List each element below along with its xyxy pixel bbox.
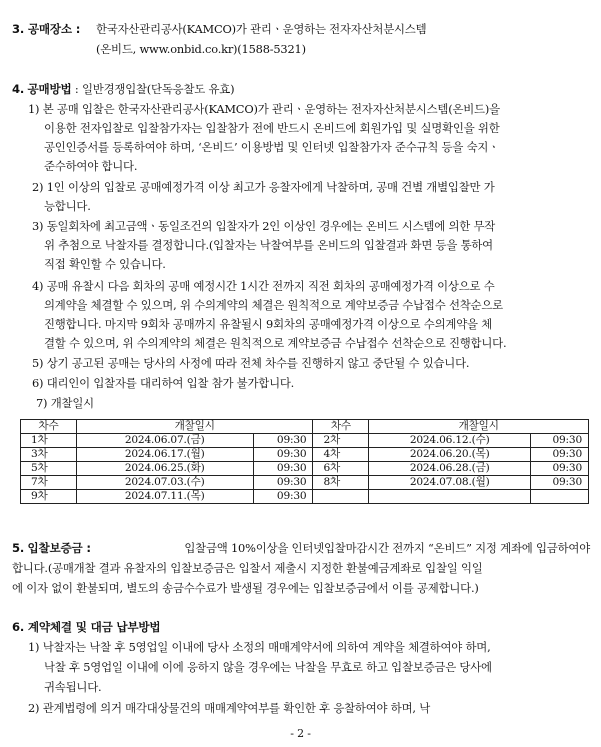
date-cell: 2024.06.28.(금): [369, 462, 531, 476]
section-6-number: 6.: [12, 620, 25, 634]
item-4-line-3: 진행합니다. 마지막 9회차 공매까지 유찰될시 9회차의 공매예정가격 이상으로 수의계약을 체: [44, 317, 493, 331]
section-5-line-2: 합니다.(공매개찰 결과 유찰자의 입찰보증금은 입찰서 제출시 지정한 환불예금계좌로 입찰일 익일: [12, 561, 483, 575]
date-cell: 2024.07.03.(수): [76, 476, 253, 490]
sec6-item-1-line-3: 귀속됩니다.: [44, 680, 102, 694]
item-4-line-2: 의계약을 체결할 수 있으며, 위 수의계약의 체결은 원칙적으로 계약보증금 수납접수 선착순으로: [44, 298, 503, 312]
date-cell: 2024.06.25.(화): [76, 462, 253, 476]
item-1-line-2: 이용한 전자입찰로 입찰참가자는 입찰참가 전에 반드시 온비드에 회원가입 및 실명확인을 위한: [44, 121, 500, 135]
sec6-item-1-line-2: 낙찰 후 5영업일 이내에 이에 응하지 않을 경우에는 낙찰을 무효로 하고 입찰보증금은 당사에: [44, 660, 492, 674]
round-cell: 8차: [313, 476, 369, 490]
item-1-line-3: 공인인증서를 등록하여야 하며, ‘온비드’ 이용방법 및 인터넷 입찰참가자 준수규칙 등을 숙지ㆍ: [44, 140, 499, 154]
section-3-title: 공매장소 :: [27, 22, 81, 36]
header-round-left: 차수: [21, 420, 77, 434]
page-number: - 2 -: [290, 727, 311, 740]
time-cell: 09:30: [253, 462, 313, 476]
date-cell: [369, 490, 531, 504]
date-cell: 2024.07.08.(월): [369, 476, 531, 490]
time-cell: 09:30: [253, 448, 313, 462]
section-3-number: 3.: [12, 22, 25, 36]
header-round-right: 차수: [313, 420, 369, 434]
section-4-heading: [12, 82, 234, 97]
date-cell: 2024.06.12.(수): [369, 434, 531, 448]
sec6-item-1-line-1: 1) 낙찰자는 낙찰 후 5영업일 이내에 당사 소정의 매매계약서에 의하여 계약을 체결하여야 하며,: [28, 640, 491, 654]
table-row: [21, 448, 589, 462]
table-row: [21, 476, 589, 490]
time-cell: 09:30: [531, 448, 589, 462]
time-cell: 09:30: [253, 434, 313, 448]
section-4-method: : 일반경쟁입찰(단독응찰도 유효): [74, 82, 235, 96]
section-6-heading: [12, 620, 160, 635]
item-1-line-1: 1) 본 공매 입찰은 한국자산관리공사(KAMCO)가 관리ㆍ운영하는 전자자산처분시스템(온비드)을: [28, 102, 500, 116]
opening-schedule-table: [20, 419, 589, 504]
section-5-number: 5.: [12, 541, 25, 555]
round-cell: 1차: [21, 434, 77, 448]
round-cell: 2차: [313, 434, 369, 448]
section-3-line-1: 한국자산관리공사(KAMCO)가 관리ㆍ운영하는 전자자산처분시스템: [96, 22, 427, 36]
section-6-title: 계약체결 및 대금 납부방법: [27, 620, 161, 634]
item-3-line-2: 위 추첨으로 낙찰자를 결정합니다.(입찰자는 낙찰여부를 온비드의 입찰결과 화면 등을 통하여: [44, 238, 493, 252]
section-5-line-1: [12, 541, 590, 556]
date-cell: 2024.07.11.(목): [76, 490, 253, 504]
item-2-line-2: 능합니다.: [44, 199, 91, 213]
item-5-line-1: 5) 상기 공고된 공매는 당사의 사정에 따라 전체 차수를 진행하지 않고 중단될 수 있습니다.: [32, 356, 470, 370]
section-5-title: 입찰보증금 :: [27, 541, 91, 555]
item-3-line-3: 직접 확인할 수 있습니다.: [44, 257, 166, 271]
round-cell: 9차: [21, 490, 77, 504]
header-datetime-right: 개찰일시: [369, 420, 589, 434]
time-cell: 09:30: [531, 434, 589, 448]
date-cell: 2024.06.20.(목): [369, 448, 531, 462]
time-cell: [531, 490, 589, 504]
section-3-heading: [12, 22, 80, 37]
date-cell: 2024.06.17.(월): [76, 448, 253, 462]
item-1-line-4: 준수하여야 합니다.: [44, 159, 138, 173]
round-cell: 6차: [313, 462, 369, 476]
section-5-text-1: 입찰금액 10%이상을 인터넷입찰마감시간 전까지 “온비드” 지정 계좌에 입금하여야: [184, 541, 590, 555]
round-cell: 7차: [21, 476, 77, 490]
item-2-line-1: 2) 1인 이상의 입찰로 공매예정가격 이상 최고가 응찰자에게 낙찰하며, 공매 건별 개별입찰만 가: [32, 180, 495, 194]
header-datetime-left: 개찰일시: [76, 420, 313, 434]
section-4-title: 공매방법: [27, 82, 72, 96]
round-cell: [313, 490, 369, 504]
item-7-line-1: 7) 개찰일시: [36, 396, 94, 410]
section-4-number: 4.: [12, 82, 25, 96]
section-3-line-2: (온비드, www.onbid.co.kr)(1588-5321): [96, 42, 306, 56]
table-row: [21, 434, 589, 448]
time-cell: 09:30: [531, 476, 589, 490]
item-6-line-1: 6) 대리인이 입찰자를 대리하여 입찰 참가 불가합니다.: [32, 376, 295, 390]
table-row: [21, 462, 589, 476]
time-cell: 09:30: [253, 476, 313, 490]
time-cell: 09:30: [253, 490, 313, 504]
item-4-line-4: 결할 수 있으며, 위 수의계약의 체결은 원칙적으로 계약보증금 수납접수 선착순으로 진행합니다.: [44, 336, 507, 350]
section-5-line-3: 에 이자 없이 환불되며, 별도의 송금수수료가 발생될 경우에는 입찰보증금에서 이를 공제합니다.): [12, 581, 479, 595]
time-cell: 09:30: [531, 462, 589, 476]
round-cell: 5차: [21, 462, 77, 476]
round-cell: 3차: [21, 448, 77, 462]
round-cell: 4차: [313, 448, 369, 462]
date-cell: 2024.06.07.(금): [76, 434, 253, 448]
item-3-line-1: 3) 동일회차에 최고금액ㆍ동일조건의 입찰자가 2인 이상인 경우에는 온비드 시스템에 의한 무작: [32, 219, 496, 233]
sec6-item-2-line-1: 2) 관계법령에 의거 매각대상물건의 매매계약여부를 확인한 후 응찰하여야 하며, 낙: [28, 701, 431, 715]
item-4-line-1: 4) 공매 유찰시 다음 회차의 공매 예정시간 1시간 전까지 직전 회차의 공매예정가격 이상으로 수: [32, 279, 495, 293]
table-row: [21, 490, 589, 504]
table-header-row: [21, 420, 589, 434]
